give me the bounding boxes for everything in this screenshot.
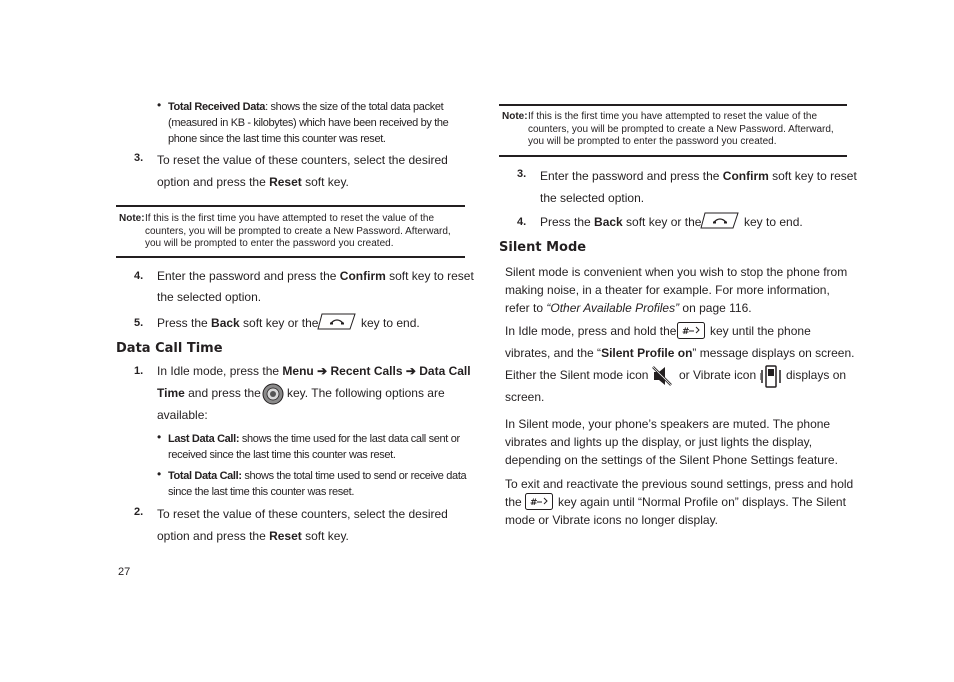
step-number: 4. xyxy=(134,270,144,282)
bullet-total-data-call: Total Data Call: shows the total time used to send or receive data since the last time this counter was reset. xyxy=(168,470,467,498)
manual-page: • Total Received Data: shows the size of the total data packet (measured in KB - kilobytes) which have been received by the phone since the last time this counter was reset. 3. To reset the value of these counters, select the desired option and press the Reset soft key. Note: If this is the first time you have attempted to reset the value of the counters, you will be prompted to create a New Password. Afterward, you will be prompted to enter the password you created. 4. Enter the password and press the Confirm soft key to reset the selected option. 5. Press the Back soft key or the key to end. Data Call Time 1. In Idle mode, press the Menu ➔ Recent Calls ➔ Data Call Time and press the key. The following options are available: • Last Data Call: shows the time used for the last data call sent or received since the last time this counter was reset. • Total Data Call: shows the total time used to send or receive data since the last time this counter was reset. 2. To reset the value of these counters, select the desired option and press the Reset soft key. 27 Note: If this is the first time you have attempted to reset the value of the counters, you will be prompted to create a New Password. Afterward, you will be prompted to enter the password you created. 3. Enter the password and press the Confirm soft key to reset the selected option. 4. Press the Back soft key or the key to end. Silent Mode Silent mode is convenient when you wish to stop the phone from making noise, in a theater for example. For more information, refer to “Other Available Profiles” on page 116. In Idle mode, press and hold the # key until the phone vibrates, and the “Silent Profile on” message displays on screen. Either the Silent mode icon or Vibrate icon displays on screen. In Silent mode, your phone’s speakers are muted. The phone vibrates and lights up the display, or just lights the display, depending on the settings of the Silent Phone Settings feature. To exit and reactivate the previous sound settings, press and hold the # key again until “Normal Profile on” displays. The Silent mode or Vibrate icons no longer display. xyxy=(0,0,954,682)
silent-para-2-l3c: displays on xyxy=(786,368,847,382)
note-top-rule xyxy=(116,205,465,207)
dc-step-1-line2: Time and press the xyxy=(157,386,261,400)
end-key-icon xyxy=(317,313,356,335)
silent-para-2-l3b: or Vibrate icon xyxy=(679,368,757,382)
note-label: Note: xyxy=(502,111,528,122)
note-bottom-rule xyxy=(116,256,465,258)
step-5-text: Press the Back soft key or the xyxy=(157,316,319,330)
pound-key-icon xyxy=(677,322,705,344)
bullet: • xyxy=(157,467,162,481)
silent-para-3: In Silent mode, your phone’s speakers are muted. The phone vibrates and lights up the display, or just lights the display, depending on the settings of the Silent Phone Settings feature. xyxy=(505,417,838,467)
bullet: • xyxy=(157,430,162,444)
silent-para-4-l1: To exit and reactivate the previous sound settings, press and hold xyxy=(505,477,854,491)
vibrate-icon xyxy=(760,364,782,395)
silent-para-1: Silent mode is convenient when you wish to stop the phone from making noise, in a theater for example. For more information, refer to “Other Available Profiles” on page 116. xyxy=(505,265,848,315)
step-number: 3. xyxy=(134,152,144,164)
note-top-rule xyxy=(499,104,847,106)
page-number: 27 xyxy=(118,566,131,578)
silent-mode-icon xyxy=(651,364,673,393)
bullet-label: Total Received Data xyxy=(168,101,266,113)
silent-para-2-l4: screen. xyxy=(505,390,545,404)
dc-step-2-text: To reset the value of these counters, select the desired option and press the Reset soft key. xyxy=(157,507,448,543)
step-number: 3. xyxy=(517,168,527,180)
dc-step-1-line3: available: xyxy=(157,408,208,422)
bullet-total-received-data: Total Received Data: shows the size of the total data packet (measured in KB - kilobytes) which have been received by the phone since the last time this counter was reset. xyxy=(168,101,449,145)
r-step-4-end: key to end. xyxy=(744,215,803,229)
note-label: Note: xyxy=(119,213,145,224)
step-number: 4. xyxy=(517,216,527,228)
silent-para-4-l2b: key again until “Normal Profile on” displays. The Silent xyxy=(558,495,846,509)
section-heading-silent-mode: Silent Mode xyxy=(499,240,587,255)
bullet: • xyxy=(157,98,162,112)
dc-step-1-line1: In Idle mode, press the Menu ➔ Recent Calls ➔ Data Call xyxy=(157,364,471,378)
r-step-4-text: Press the Back soft key or the xyxy=(540,215,702,229)
silent-para-2-l1b: key until the phone xyxy=(710,324,811,338)
step-5-end: key to end. xyxy=(361,316,420,330)
dc-step-1-line2-end: key. The following options are xyxy=(287,386,445,400)
silent-para-2-l3a: Either the Silent mode icon xyxy=(505,368,649,382)
note-bottom-rule xyxy=(499,155,847,157)
silent-para-4-l2a: the xyxy=(505,495,522,509)
step-3-text: To reset the value of these counters, select the desired option and press the Reset soft key. xyxy=(157,153,448,189)
step-number: 5. xyxy=(134,317,144,329)
ok-key-icon xyxy=(262,383,284,410)
step-number: 1. xyxy=(134,365,144,377)
silent-para-2-l2: vibrates, and the “Silent Profile on” message displays on screen. xyxy=(505,346,855,360)
step-number: 2. xyxy=(134,506,144,518)
step-4-text: Enter the password and press the Confirm soft key to reset the selected option. xyxy=(157,269,474,304)
bullet-last-data-call: Last Data Call: shows the time used for the last data call sent or received since the last time this counter was reset. xyxy=(168,433,460,461)
svg-text:#: # xyxy=(530,498,538,508)
svg-text:#: # xyxy=(682,327,690,337)
end-key-icon xyxy=(700,212,739,234)
r-step-3-text: Enter the password and press the Confirm soft key to reset the selected option. xyxy=(540,169,857,205)
silent-para-2-l1a: In Idle mode, press and hold the xyxy=(505,324,677,338)
silent-para-4-l3: mode or Vibrate icons no longer display. xyxy=(505,513,719,527)
section-heading-data-call-time: Data Call Time xyxy=(116,341,223,356)
